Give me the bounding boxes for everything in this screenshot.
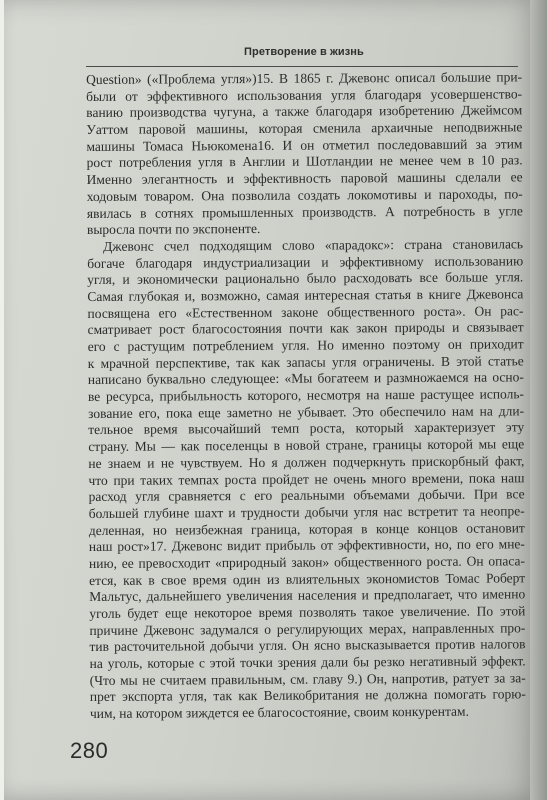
header-rule (86, 66, 518, 67)
body-text (86, 69, 526, 722)
text-line: причине Джевонс задумался о регулирующих мерах, направленных про- (89, 620, 526, 638)
text-line: Самая глубокая и, возможно, самая интересная статья в книге Джевонса (87, 286, 524, 304)
text-line: сматривает рост благосостояния почти как закон природы и связывает (87, 319, 524, 338)
text-line: деленная, но неизбежная граница, которая в конце концов остановит (88, 519, 525, 538)
page-left-edge (0, 0, 4, 800)
text-line: посвящена его «Естественном законе общественного роста». Он рас- (87, 302, 524, 321)
text-line: Мальтус, дальнейшего увеличения населения и предполагает, что именно (89, 586, 526, 605)
text-line: написано буквально следующее: «Мы богатеем и размножаемся на осно- (87, 369, 524, 388)
text-line: ется, как в свое время один из влиятельных экономистов Томас Роберт (89, 569, 526, 588)
text-line: уголь будет еще некоторое время позволять такое увеличение. По этой (89, 603, 526, 621)
text-line: его с растущим потреблением угля. Но именно поэтому он приходит (87, 336, 524, 354)
text-line: (Что мы не считаем правильным, см. главу 9.) Он, напротив, ратует за за- (89, 670, 526, 688)
text-line: Джевонс счел подходящим слово «парадокс»: страна становилась (103, 236, 524, 254)
text-line: ве ресурса, прибыльность которого, несмотря на наше растущее исполь- (87, 386, 525, 405)
text-line: чим, на котором зиждется ее благосостояние, своим конкурентам. (89, 703, 469, 722)
text-line: прет экспорта угля, так как Великобритания не должна помогать горю- (89, 686, 526, 705)
text-line: богаче благодаря индустриализации и эффективному использованию (87, 252, 524, 271)
text-line: не знаем и не чувствуем. Но я должен подчеркнуть прискорбный факт, (88, 453, 525, 471)
text-line: тив расточительной добычи угля. Он ясно высказывается против налогов (89, 636, 526, 655)
text-line: Уаттом паровой машины, которая сменила архаичные неподвижные (86, 119, 523, 138)
text-line: большей глубине шахт и трудности добычи угля нас встретит та неопре- (88, 503, 525, 521)
text-line: зование его, пока еще заметно не убывает. Это обеспечило нам на дли- (88, 403, 525, 421)
text-line: угля, и экономически рационально было расходовать все больше угля. (87, 269, 524, 288)
text-line: тельное время высочайший темп роста, который характеризует эту (88, 419, 525, 438)
text-line: нию, ее превосходит «природный закон» общественного роста. Он опаса- (88, 553, 526, 571)
page-stack-edge (530, 0, 547, 800)
text-line: расход угля сравняется с его реальными объемами добычи. При все (88, 486, 525, 505)
text-line: к мрачной перспективе, так как запасы угля ограничены. В этой статье (87, 353, 524, 371)
text-line: ванию производства чугуна, а также благодаря изобретению Джеймсом (86, 102, 523, 121)
running-header: Претворение в жизнь (244, 46, 364, 58)
text-line: выросла почти по экспоненте. (86, 221, 261, 238)
text-line: рост потребления угля в Англии и Шотландии не менее чем в 10 раз. (86, 152, 523, 171)
page-number: 280 (70, 738, 109, 763)
text-line: наш рост»17. Джевонс видит прибыль от эффективности, но, по его мне- (88, 536, 525, 555)
text-line: страну. Мы — как поселенцы в новой стране, границы которой мы еще (88, 436, 525, 455)
text-line: были от эффективного использования угля благодаря усовершенство- (86, 86, 523, 104)
text-line: Именно элегантность и эффективность паровой машины сделали ее (86, 169, 523, 188)
text-line: явилась в сотнях промышленных производств. А потребность в угле (86, 202, 523, 221)
text-line: ходовым товаром. Она позволила создать локомотивы и пароходы, по- (86, 186, 523, 204)
text-line: машины Томаса Ньюкомена16. И он отметил последовавший за этим (86, 136, 523, 154)
text-line: на уголь, которые с этой точки зрения дали бы резко негативный эффект. (89, 653, 526, 672)
text-line: Question» («Проблема угля»)15. В 1865 г. Джевонс описал большие при- (86, 69, 523, 87)
text-line: что при таких темпах роста пройдет не очень много времени, пока наш (88, 469, 525, 488)
